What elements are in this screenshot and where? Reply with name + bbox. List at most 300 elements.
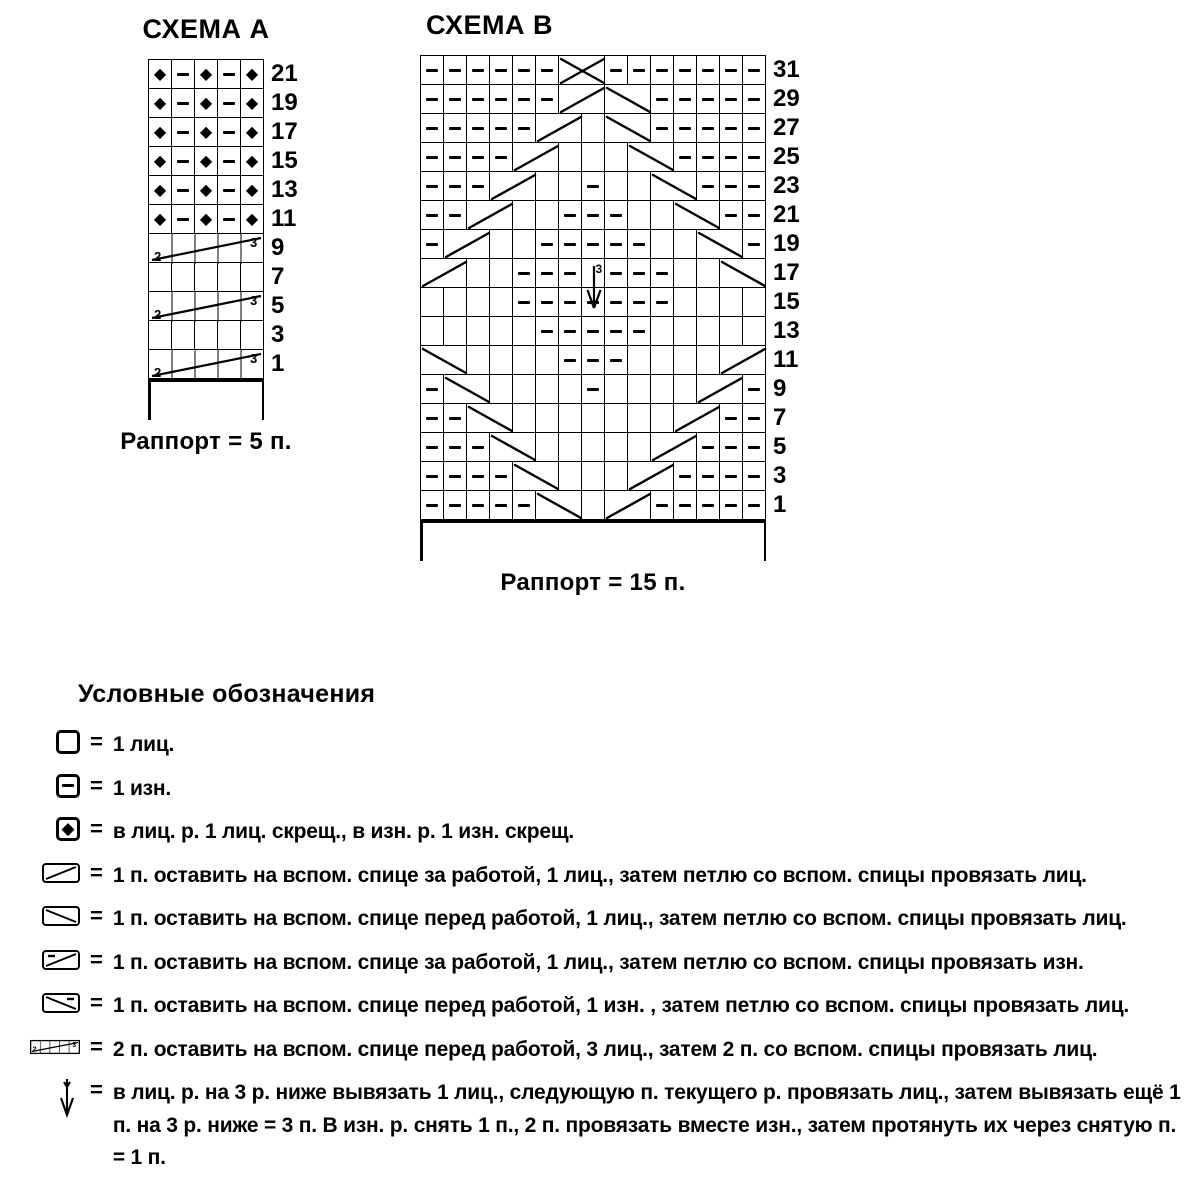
purl-cell xyxy=(742,200,766,230)
twisted-stitch-cell xyxy=(148,146,172,176)
purl-dash-icon xyxy=(472,69,484,72)
chart-row xyxy=(148,117,264,147)
knit-cell xyxy=(673,229,697,259)
purl-cell xyxy=(650,55,674,85)
twisted-diamond-icon: ◆ xyxy=(245,64,259,83)
knit-cell xyxy=(148,320,172,350)
cross-right-cell xyxy=(466,200,513,230)
purl-cell xyxy=(604,55,628,85)
purl-cell xyxy=(650,113,674,143)
purl-dash-icon xyxy=(518,69,530,72)
cross-left-icon xyxy=(536,491,583,521)
knit-cell xyxy=(535,171,559,201)
legend-item xyxy=(30,814,1188,849)
equals-sign: = xyxy=(90,729,103,754)
purl-dash-icon xyxy=(177,102,189,105)
cross-left-icon xyxy=(605,114,652,144)
purl-dash-icon xyxy=(679,98,691,101)
knit-cell xyxy=(581,403,605,433)
purl-cell xyxy=(466,113,490,143)
purl-cell xyxy=(443,403,467,433)
twisted-stitch-cell xyxy=(240,175,264,205)
purl-cell xyxy=(217,175,241,205)
purl-cell xyxy=(171,204,195,234)
purl-cell xyxy=(581,345,605,375)
purl-cell xyxy=(420,142,444,172)
knit-cell xyxy=(604,403,628,433)
purl-cell xyxy=(217,59,241,89)
twisted-stitch-cell xyxy=(240,146,264,176)
knit-cell xyxy=(512,316,536,346)
purl-dash-icon xyxy=(449,98,461,101)
knit-cell xyxy=(581,461,605,491)
purl-dash-icon xyxy=(725,417,737,420)
knit-cell xyxy=(171,320,195,350)
purl-cell xyxy=(673,142,697,172)
cable-2-3-icon xyxy=(149,234,265,264)
cable-2-3-cell xyxy=(148,291,264,321)
chart-row xyxy=(420,403,766,433)
knit-cell xyxy=(420,316,444,346)
row-number: 19 xyxy=(773,230,800,257)
purl-cell xyxy=(420,113,444,143)
purl-dash-icon xyxy=(587,388,599,391)
purl-dash-icon xyxy=(633,330,645,333)
purl-dash-icon xyxy=(223,189,235,192)
purl-dash-icon xyxy=(426,69,438,72)
purl-cell xyxy=(742,113,766,143)
purl-cell xyxy=(719,142,743,172)
knit-cell xyxy=(719,287,743,317)
svg-text:2: 2 xyxy=(154,249,162,264)
purl-dash-icon xyxy=(748,446,760,449)
knit-cell xyxy=(512,403,536,433)
equals-sign: = xyxy=(90,1033,103,1059)
legend-item xyxy=(30,988,1188,1023)
twisted-diamond-icon: ◆ xyxy=(199,151,213,170)
knit-cell xyxy=(627,403,651,433)
purl-dash-icon xyxy=(177,160,189,163)
chart-row xyxy=(420,200,766,230)
purl-dash-icon xyxy=(518,504,530,507)
purl-dash-icon xyxy=(472,185,484,188)
purl-cell xyxy=(466,432,490,462)
cross-left-cell xyxy=(489,432,536,462)
chart-row xyxy=(148,175,264,205)
purl-dash-icon xyxy=(610,359,622,362)
purl-cell xyxy=(489,142,513,172)
knit-cell xyxy=(673,316,697,346)
knit-cell xyxy=(650,229,674,259)
twisted-diamond-icon: ◆ xyxy=(153,209,167,228)
knit-cell xyxy=(466,258,490,288)
knit-cell xyxy=(673,345,697,375)
knit-cell xyxy=(171,262,195,292)
purl-dash-icon xyxy=(702,504,714,507)
legend-item xyxy=(30,858,1188,893)
purl-cell xyxy=(420,229,444,259)
purl-dash-icon xyxy=(449,127,461,130)
purl-dash-icon xyxy=(725,127,737,130)
purl-cell xyxy=(742,142,766,172)
purl-cell xyxy=(627,229,651,259)
purl-cell xyxy=(558,200,582,230)
knit-cell xyxy=(489,374,513,404)
purl-cell xyxy=(742,229,766,259)
purl-cell xyxy=(420,200,444,230)
cross-left-cell xyxy=(466,403,513,433)
cross-right-cell xyxy=(420,258,467,288)
cross-both-cell xyxy=(558,55,605,85)
purl-cell xyxy=(673,55,697,85)
knit-cell xyxy=(627,171,651,201)
purl-cell xyxy=(535,229,559,259)
purl-cell xyxy=(512,113,536,143)
knit-cell xyxy=(535,345,559,375)
purl-cell xyxy=(581,316,605,346)
cross-right-cell xyxy=(535,113,582,143)
knit-cell xyxy=(581,142,605,172)
twisted-diamond-icon: ◆ xyxy=(245,151,259,170)
purl-dash-icon xyxy=(426,417,438,420)
twisted-stitch-cell xyxy=(194,59,218,89)
cross-left-cell xyxy=(512,461,559,491)
purl-dash-icon xyxy=(725,98,737,101)
purl-dash-icon xyxy=(449,475,461,478)
purl-dash-icon xyxy=(656,98,668,101)
purl-dash-icon xyxy=(426,98,438,101)
knit-cell xyxy=(535,403,559,433)
purl-dash-icon xyxy=(449,214,461,217)
purl-cell xyxy=(420,403,444,433)
chart-row xyxy=(148,146,264,176)
purl-dash-icon xyxy=(702,475,714,478)
purl-cell xyxy=(535,287,559,317)
purl-dash-icon xyxy=(610,272,622,275)
legend-item-text: 1 п. оставить на вспом. спице перед работой, 1 лиц., затем петлю со вспом. спицы провязать лиц. xyxy=(112,907,1127,931)
purl-dash-icon xyxy=(177,189,189,192)
purl-dash-icon xyxy=(702,69,714,72)
chart-row xyxy=(420,229,766,259)
purl-cell xyxy=(719,171,743,201)
row-number: 1 xyxy=(271,350,285,377)
chart-row xyxy=(420,84,766,114)
knit-cell xyxy=(420,287,444,317)
purl-cell xyxy=(217,146,241,176)
knit-cell xyxy=(466,345,490,375)
chart-row xyxy=(420,490,766,520)
twisted-stitch-cell xyxy=(148,59,172,89)
purl-dash-icon xyxy=(725,214,737,217)
dip-stitch-icon xyxy=(30,1075,80,1121)
purl-dash-icon xyxy=(472,446,484,449)
purl-dash-icon xyxy=(702,185,714,188)
legend-item-text: 1 п. оставить на вспом. спице за работой, 1 лиц., затем петлю со вспом. спицы провязать изн. xyxy=(112,950,1084,974)
cross-left-icon xyxy=(720,259,767,289)
svg-text:2: 2 xyxy=(154,365,162,380)
twisted-diamond-icon: ◆ xyxy=(199,93,213,112)
knit-cell xyxy=(650,200,674,230)
purl-dash-icon xyxy=(564,243,576,246)
chart-row xyxy=(420,142,766,172)
purl-dash-icon xyxy=(472,475,484,478)
purl-cell xyxy=(512,490,536,520)
knit-cell xyxy=(489,316,513,346)
purl-dash-icon xyxy=(587,330,599,333)
purl-cell xyxy=(742,171,766,201)
purl-dash-icon xyxy=(748,475,760,478)
knit-cell xyxy=(581,432,605,462)
chart-row xyxy=(420,113,766,143)
purl-dash-icon xyxy=(633,243,645,246)
row-number: 29 xyxy=(773,85,800,112)
purl-cell xyxy=(512,258,536,288)
equals-sign: = xyxy=(90,946,103,972)
purl-cell xyxy=(719,432,743,462)
chart-row xyxy=(148,88,264,118)
purl-dash-icon xyxy=(426,214,438,217)
cross-right-cell xyxy=(604,490,651,520)
cross-right-icon xyxy=(559,85,606,115)
purl-dash-icon xyxy=(223,131,235,134)
purl-cell xyxy=(171,59,195,89)
cross-left-icon xyxy=(697,230,744,260)
purl-cell xyxy=(466,55,490,85)
purl-dash-icon xyxy=(656,272,668,275)
knit-cell xyxy=(581,490,605,520)
purl-cell xyxy=(443,142,467,172)
twisted-diamond-icon: ◆ xyxy=(153,122,167,141)
purl-cell xyxy=(443,171,467,201)
purl-dash-icon xyxy=(223,102,235,105)
knit-cell xyxy=(719,316,743,346)
knit-cell xyxy=(650,403,674,433)
purl-cell xyxy=(719,490,743,520)
purl-dash-icon xyxy=(426,185,438,188)
purl-dash-icon xyxy=(748,504,760,507)
row-number: 5 xyxy=(271,292,285,319)
purl-cell xyxy=(443,461,467,491)
knit-cell xyxy=(673,374,697,404)
purl-dash-icon xyxy=(541,243,553,246)
cross-right-icon xyxy=(720,346,767,376)
purl-cell xyxy=(604,287,628,317)
purl-dash-icon xyxy=(541,330,553,333)
purl-cell xyxy=(627,287,651,317)
purl-dash-icon xyxy=(702,127,714,130)
cross-right-cell xyxy=(650,432,697,462)
purl-dash-icon xyxy=(426,388,438,391)
knit-cell xyxy=(489,287,513,317)
knit-cell xyxy=(535,200,559,230)
chart-b-caption: Раппорт = 15 п. xyxy=(500,569,686,596)
purl-cell xyxy=(171,88,195,118)
cross-left-icon xyxy=(628,143,675,173)
purl-cell xyxy=(742,490,766,520)
purl-dash-icon xyxy=(748,243,760,246)
purl-cell xyxy=(489,490,513,520)
purl-cell xyxy=(535,258,559,288)
purl-dash-icon xyxy=(472,98,484,101)
knit-cell xyxy=(558,432,582,462)
row-number: 15 xyxy=(773,288,800,315)
knit-cell xyxy=(673,258,697,288)
chart-b-row-numbers xyxy=(773,55,813,520)
row-number: 21 xyxy=(271,60,298,87)
cross-right-icon xyxy=(628,462,675,492)
purl-cell xyxy=(535,316,559,346)
cross-right-cell xyxy=(696,374,743,404)
knit-cell xyxy=(558,142,582,172)
knit-cell xyxy=(489,229,513,259)
twisted-stitch-cell xyxy=(240,204,264,234)
purl-dash-icon xyxy=(426,243,438,246)
purl-dash-icon xyxy=(679,475,691,478)
twisted-diamond-icon: ◆ xyxy=(153,151,167,170)
purl-cell xyxy=(420,55,444,85)
purl-cell xyxy=(443,432,467,462)
purl-dash-icon xyxy=(748,127,760,130)
knit-cell xyxy=(466,316,490,346)
row-number: 17 xyxy=(271,118,298,145)
purl-dash-icon xyxy=(587,185,599,188)
knit-cell xyxy=(489,345,513,375)
knit-cell xyxy=(650,345,674,375)
legend-item-text: 1 лиц. xyxy=(112,733,175,756)
purl-cell xyxy=(558,229,582,259)
sq-diamond-icon: ◆ xyxy=(30,814,80,844)
chart-b-title: СХЕМА В xyxy=(426,10,553,40)
twisted-stitch-cell xyxy=(240,88,264,118)
purl-cell xyxy=(512,55,536,85)
purl-cell xyxy=(171,146,195,176)
purl-cell xyxy=(719,461,743,491)
purl-cell xyxy=(420,374,444,404)
twisted-stitch-cell xyxy=(240,59,264,89)
cross-right-icon xyxy=(697,375,744,405)
knit-cell xyxy=(627,374,651,404)
knit-cell xyxy=(148,262,172,292)
chart-row xyxy=(420,461,766,491)
purl-dash-icon xyxy=(449,185,461,188)
legend-item xyxy=(30,1075,1188,1175)
purl-cell xyxy=(558,345,582,375)
legend-item-text: 1 п. оставить на вспом. спице за работой, 1 лиц., затем петлю со вспом. спицы провязать лиц. xyxy=(112,863,1087,887)
chart-row xyxy=(148,59,264,89)
cable-2-3-cell xyxy=(148,233,264,263)
twisted-stitch-cell xyxy=(240,117,264,147)
cross-left-cell xyxy=(443,374,490,404)
knit-cell xyxy=(696,345,720,375)
purl-cell xyxy=(696,490,720,520)
purl-dash-icon xyxy=(725,504,737,507)
purl-cell xyxy=(558,258,582,288)
row-number: 17 xyxy=(773,259,800,286)
svg-text:3: 3 xyxy=(250,293,258,308)
purl-cell xyxy=(673,461,697,491)
purl-cell xyxy=(420,171,444,201)
cross-right-cell xyxy=(627,461,674,491)
knit-cell xyxy=(627,432,651,462)
purl-dash-icon xyxy=(541,301,553,304)
purl-dash-icon xyxy=(679,127,691,130)
knit-cell xyxy=(558,171,582,201)
cross-right-icon xyxy=(490,172,537,202)
knit-cell xyxy=(443,287,467,317)
twisted-diamond-icon: ◆ xyxy=(245,209,259,228)
purl-dash-icon xyxy=(449,156,461,159)
cross-right-cell xyxy=(489,171,536,201)
knit-cell xyxy=(696,258,720,288)
row-number: 11 xyxy=(773,346,799,373)
purl-dash-icon xyxy=(610,69,622,72)
knit-cell xyxy=(627,200,651,230)
purl-cell xyxy=(604,316,628,346)
knit-cell xyxy=(604,374,628,404)
row-number: 15 xyxy=(271,147,298,174)
chart-row xyxy=(148,320,264,350)
cross-left-cell xyxy=(627,142,674,172)
equals-sign: = xyxy=(90,772,103,798)
cross-right-cell xyxy=(512,142,559,172)
purl-dash-icon xyxy=(495,127,507,130)
legend-items xyxy=(30,727,1188,1175)
purl-cell xyxy=(512,84,536,114)
cross-left-icon xyxy=(421,346,468,376)
purl-dash-icon xyxy=(541,272,553,275)
purl-dash-icon xyxy=(656,127,668,130)
twisted-stitch-cell xyxy=(148,204,172,234)
twisted-diamond-icon: ◆ xyxy=(199,64,213,83)
purl-dash-icon xyxy=(541,69,553,72)
purl-dash-icon xyxy=(725,475,737,478)
chart-a-title: СХЕМА А xyxy=(142,14,270,44)
purl-dash-icon xyxy=(177,218,189,221)
purl-cell xyxy=(696,113,720,143)
equals-sign: = xyxy=(90,903,103,929)
legend-item-text: 1 изн. xyxy=(112,776,172,800)
svg-text:3: 3 xyxy=(250,235,258,250)
twisted-diamond-icon: ◆ xyxy=(199,122,213,141)
knit-cell xyxy=(742,316,766,346)
purl-dash-icon xyxy=(495,156,507,159)
purl-dash-icon xyxy=(495,69,507,72)
row-number: 1 xyxy=(773,491,787,518)
purl-cell xyxy=(604,345,628,375)
cross-right-icon xyxy=(421,259,468,289)
row-number: 25 xyxy=(773,143,800,170)
purl-cell xyxy=(673,490,697,520)
purl-cell xyxy=(535,84,559,114)
knit-cell xyxy=(604,142,628,172)
twisted-stitch-cell xyxy=(194,88,218,118)
purl-cell xyxy=(443,490,467,520)
cross-left-purl-icon xyxy=(30,988,80,1018)
purl-cell xyxy=(443,113,467,143)
cross-right-icon xyxy=(444,230,491,260)
row-number: 3 xyxy=(773,462,787,489)
cross-right-cell xyxy=(443,229,490,259)
purl-dash-icon xyxy=(702,156,714,159)
purl-cell xyxy=(420,84,444,114)
legend-item xyxy=(30,1032,1188,1067)
twisted-stitch-cell xyxy=(194,117,218,147)
purl-dash-icon xyxy=(177,131,189,134)
knit-cell xyxy=(217,262,241,292)
knit-cell xyxy=(240,262,264,292)
chart-row xyxy=(420,374,766,404)
purl-cell xyxy=(443,84,467,114)
